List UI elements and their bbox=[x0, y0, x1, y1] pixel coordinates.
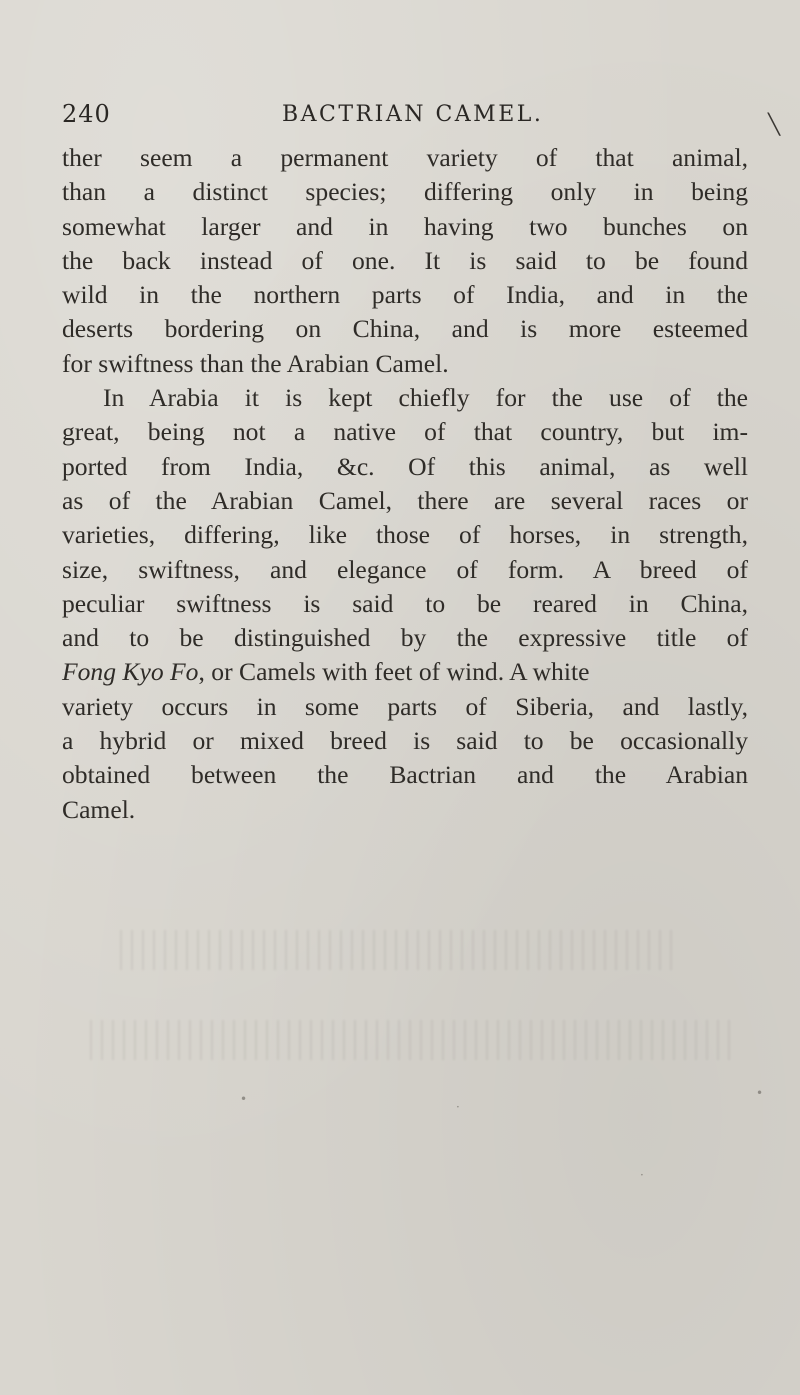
page-header bbox=[62, 100, 742, 140]
text-line: than a distinct species; differing only in being bbox=[62, 177, 748, 207]
text-line: size, swiftness, and elegance of form. A breed of bbox=[62, 554, 748, 584]
paper-speck: • bbox=[240, 1092, 248, 1106]
show-through-texture bbox=[120, 930, 680, 970]
text-line: ported from India, &c. Of this animal, as well bbox=[62, 451, 748, 481]
text-line: Camel. bbox=[62, 794, 136, 824]
text-line: wild in the northern parts of India, and in the bbox=[62, 280, 748, 310]
text-line: ther seem a permanent variety of that animal, bbox=[62, 143, 748, 172]
text-line: great, being not a native of that country, but im- bbox=[62, 417, 748, 447]
paper-speck: • bbox=[756, 1086, 764, 1100]
show-through-texture bbox=[90, 1020, 730, 1060]
italic-title: Fong Kyo Fo bbox=[62, 657, 199, 687]
paragraph-2 bbox=[62, 381, 748, 827]
paragraph-1 bbox=[62, 141, 748, 381]
text-line: a hybrid or mixed breed is said to be occasionally bbox=[62, 726, 748, 756]
text-line: varieties, differing, like those of horses, in strength, bbox=[62, 520, 748, 550]
text-line: obtained between the Bactrian and the Arabian bbox=[62, 760, 748, 790]
margin-mark-icon: ╲ bbox=[768, 112, 781, 136]
text-line: and to be distinguished by the expressive title of bbox=[62, 623, 748, 653]
text-line: as of the Arabian Camel, there are several races or bbox=[62, 485, 748, 515]
paper-speck: · bbox=[456, 1100, 460, 1114]
text-line: peculiar swiftness is said to be reared in China, bbox=[62, 588, 748, 618]
page-number: 240 bbox=[62, 100, 111, 128]
body-text bbox=[62, 141, 748, 827]
text-line: deserts bordering on China, and is more esteemed bbox=[62, 314, 748, 344]
text-line-italic-title bbox=[62, 655, 748, 689]
paper-speck: · bbox=[640, 1168, 644, 1182]
text-line: for swiftness than the Arabian Camel. bbox=[62, 348, 449, 378]
text-line: the back instead of one. It is said to be found bbox=[62, 245, 748, 275]
text-line: In Arabia it is kept chiefly for the use of the bbox=[102, 383, 748, 413]
running-head: BACTRIAN CAMEL. bbox=[282, 102, 544, 127]
text-line: variety occurs in some parts of Siberia, and lastly, bbox=[62, 691, 748, 721]
text-line-rest: , or Camels with feet of wind. A white bbox=[198, 657, 590, 687]
text-line: somewhat larger and in having two bunches on bbox=[62, 211, 748, 241]
